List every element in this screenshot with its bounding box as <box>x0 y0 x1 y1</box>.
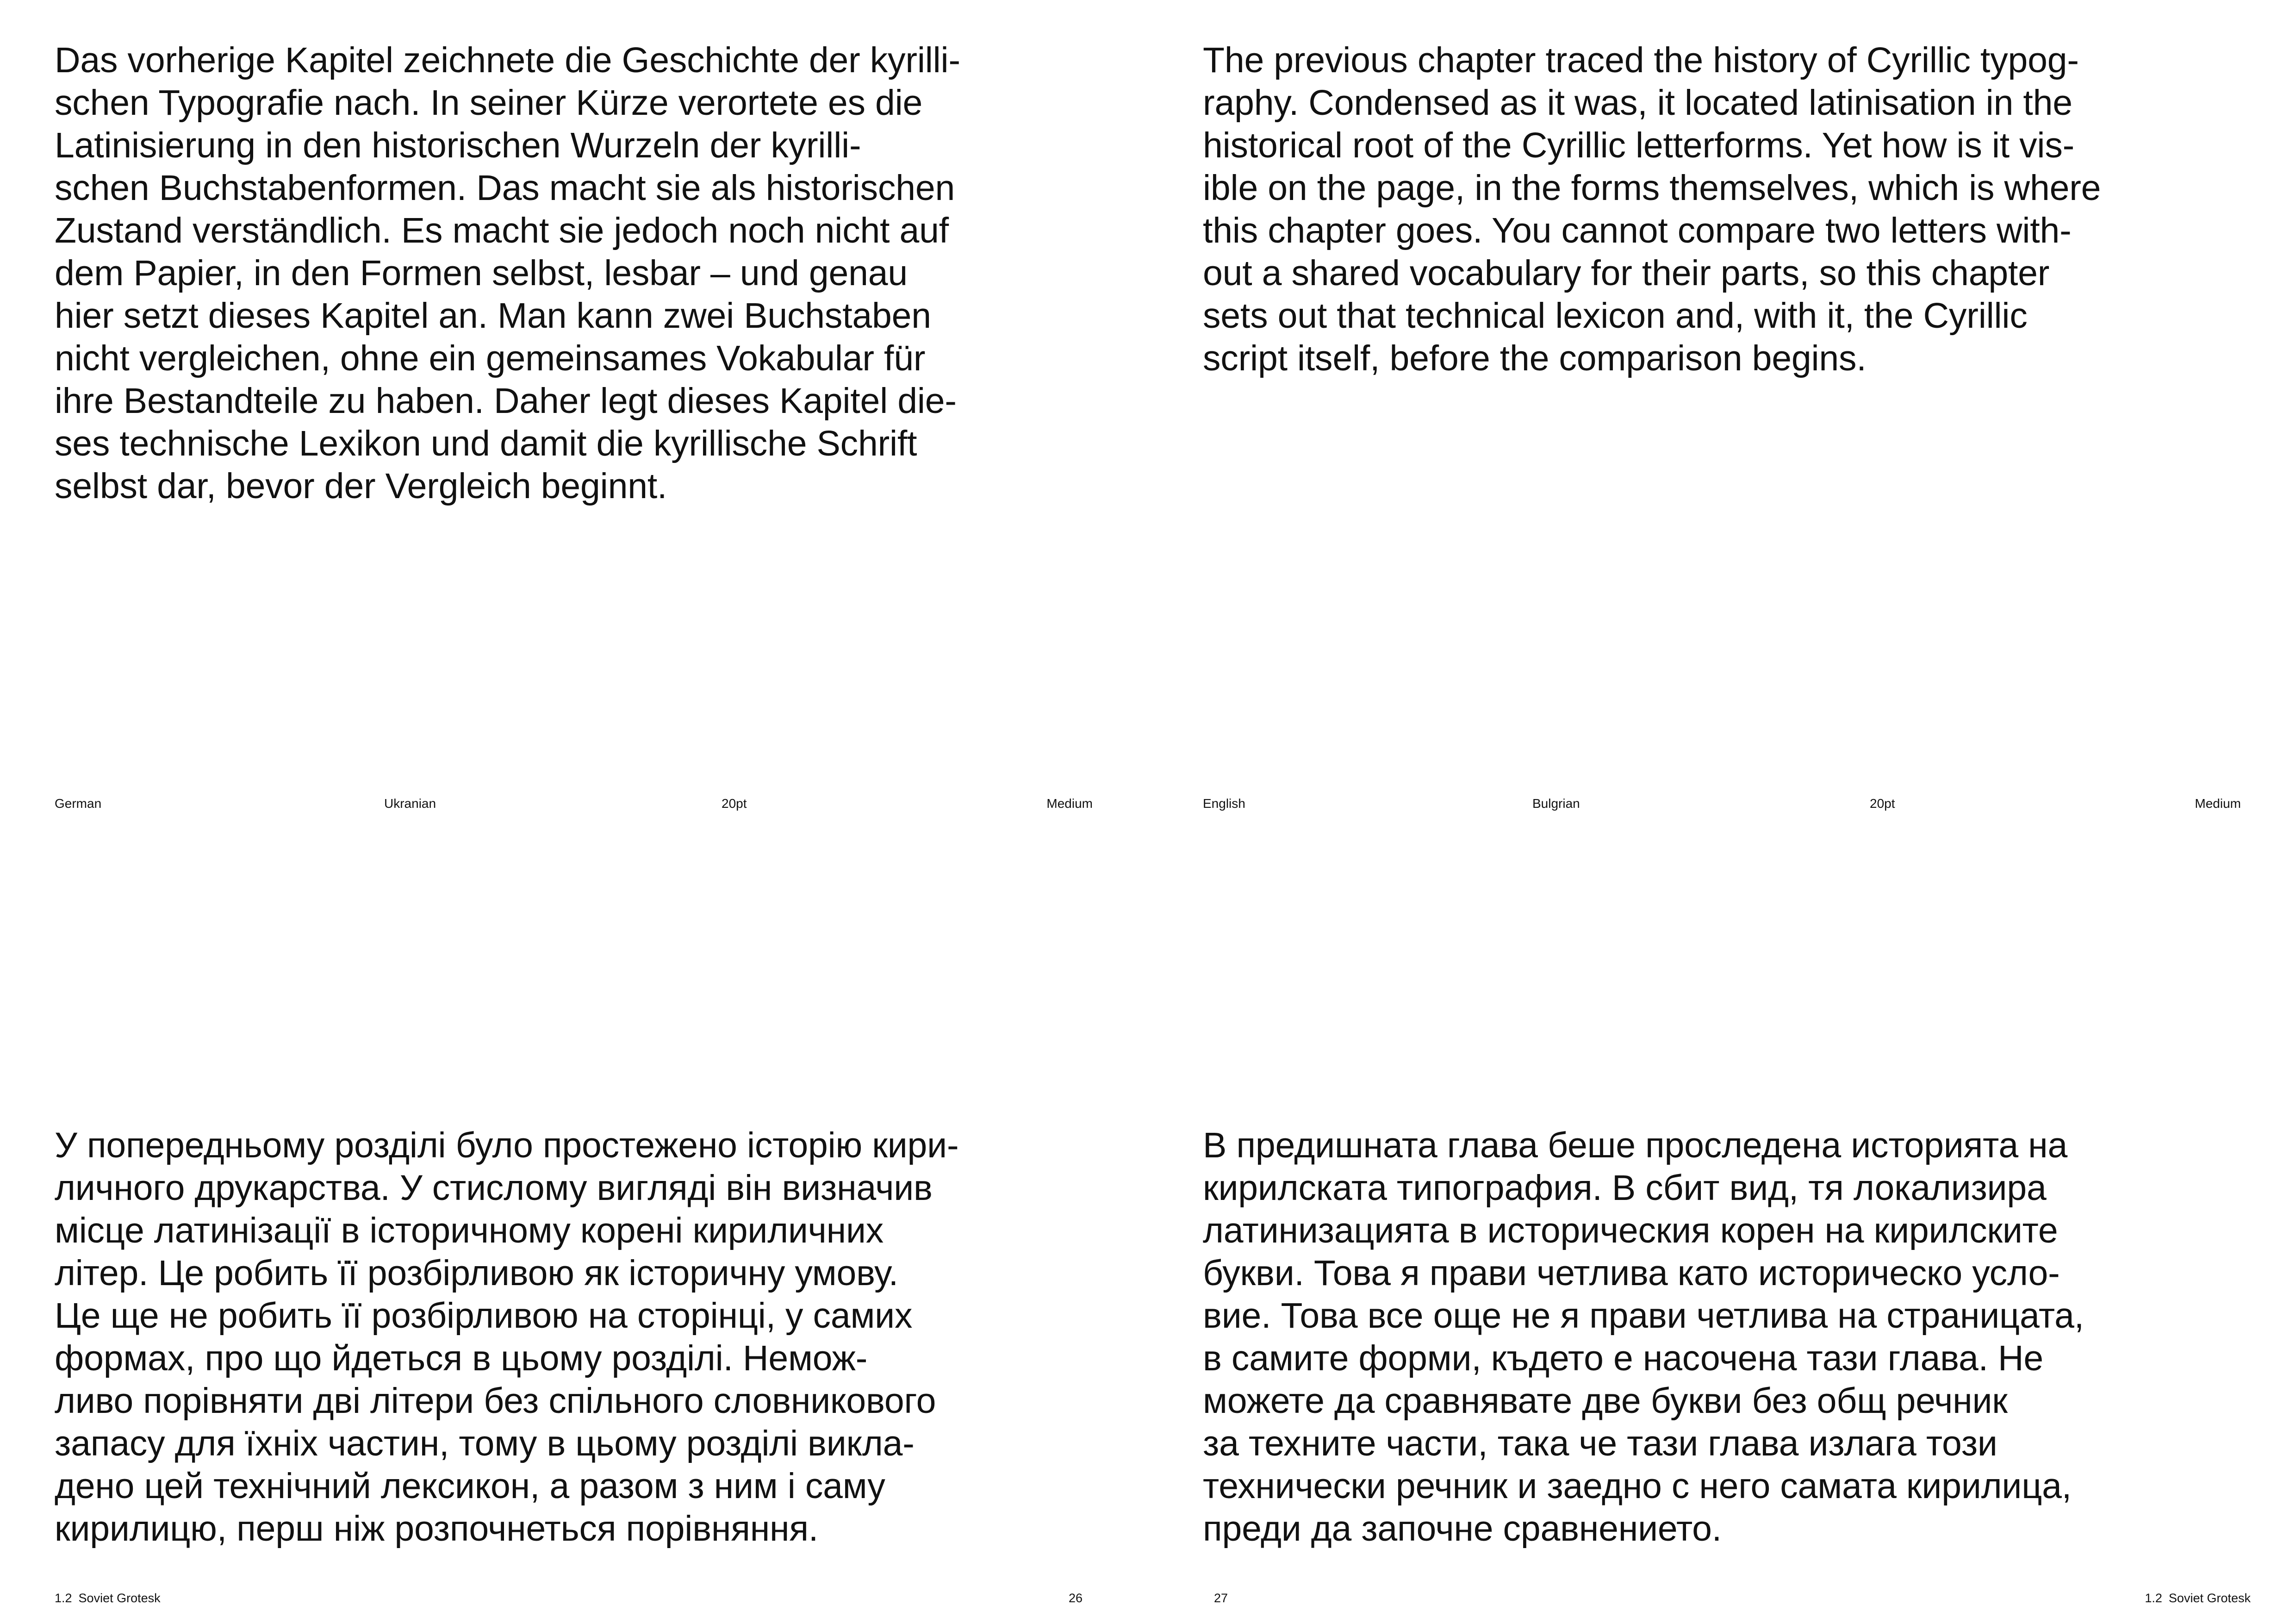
section-number: 1.2 <box>55 1591 72 1605</box>
running-footer-section <box>55 1589 161 1607</box>
page-number: 27 <box>1214 1591 1228 1605</box>
bulgarian-paragraph: В предишната глава беше проследена историята на кирилската типография. В сбит вид, тя локализира латинизацията в историческия корен на кирилските букви. Това я прави четлива като историческо усло- вие. Това все още не я прави четлива на страницата, в самите форми, където е насочена тази глава. Не можете да сравнявате две букви без общ речник за техните части, така че тази глава излага този технически речник и заедно с него самата кирилица, преди да започне сравнението. <box>1203 1125 2084 1549</box>
section-number: 1.2 <box>2145 1591 2162 1605</box>
section-title: Soviet Grotesk <box>78 1591 161 1605</box>
section-title: Soviet Grotesk <box>2168 1591 2251 1605</box>
meta-font-weight: Medium <box>1046 796 1093 811</box>
page-number: 26 <box>1068 1591 1083 1605</box>
meta-font-size: 20pt <box>1870 796 1895 811</box>
english-paragraph: The previous chapter traced the history of Cyrillic typog- raphy. Condensed as it was, it located latinisation in the historical root of the Cyrillic letterforms. Yet how is it vis- ible on the page, in the forms themselves, which is where this chapter goes. You cannot compare two letters with- out a shared vocabulary for their parts, so this chapter sets out that technical lexicon and, with it, the Cyrillic script itself, before the comparison begins. <box>1203 40 2101 378</box>
meta-font-size: 20pt <box>722 796 747 811</box>
specimen-meta-row <box>55 794 1093 813</box>
meta-language-bottom: Bulgrian <box>1532 796 1580 811</box>
meta-font-weight: Medium <box>2195 796 2241 811</box>
meta-language-top: English <box>1203 796 1245 811</box>
german-paragraph: Das vorherige Kapitel zeichnete die Geschichte der kyrilli- schen Typografie nach. In seiner Kürze verortete es die Latinisierung in den historischen Wurzeln der kyrilli- schen Buchstabenformen. Das macht sie als historischen Zustand verständlich. Es macht sie jedoch noch nicht auf dem Papier, in den Formen selbst, lesbar – und genau hier setzt dieses Kapitel an. Man kann zwei Buchstaben nicht vergleichen, ohne ein gemeinsames Vokabular für ihre Bestandteile zu haben. Daher legt dieses Kapitel die- ses technische Lexikon und damit die kyrillische Schrift selbst dar, bevor der Vergleich beginnt. <box>55 40 960 506</box>
meta-language-bottom: Ukranian <box>384 796 436 811</box>
ukrainian-paragraph: У попередньому розділі було простежено історію кири- личного друкарства. У стислому вигляді він визначив місце латинізації в історичному корені кириличних літер. Це робить її розбірливою як історичну умову. Це ще не робить її розбірливою на сторінці, у самих формах, про що йдеться в цьому розділі. Немож- ливо порівняти дві літери без спільного словникового запасу для їхніх частин, тому в цьому розділі викла- дено цей технічний лексикон, а разом з ним і саму кирилицю, перш ніж розпочнеться порівняння. <box>55 1125 959 1549</box>
running-footer-section <box>2145 1589 2251 1607</box>
meta-language-top: German <box>55 796 102 811</box>
right-page <box>1148 0 2296 1624</box>
specimen-meta-row <box>1203 794 2241 813</box>
